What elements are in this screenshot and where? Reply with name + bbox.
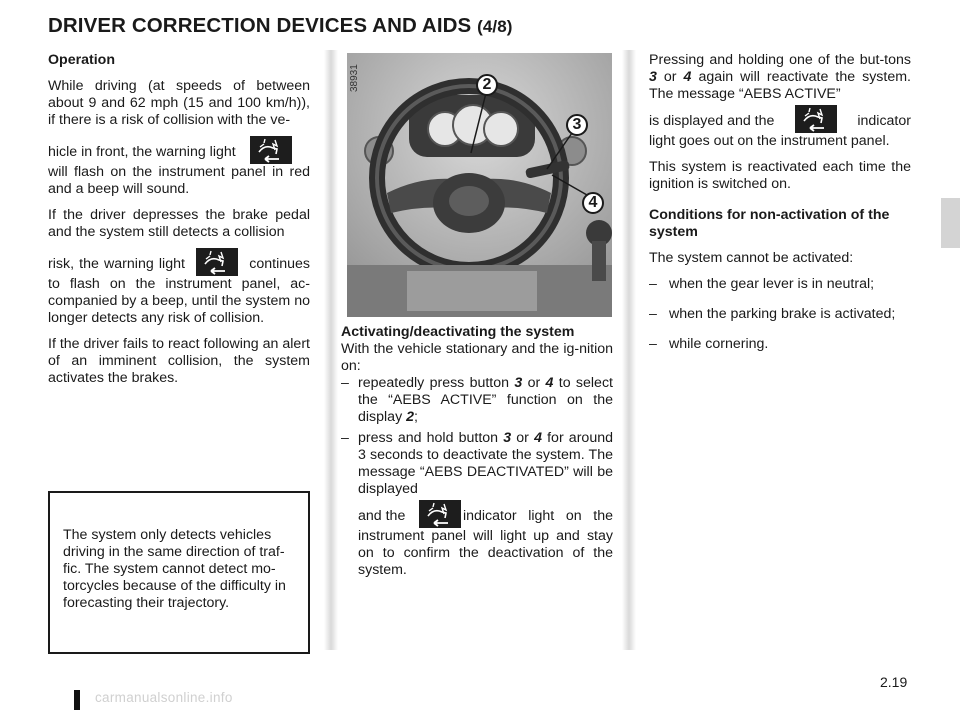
aebs-warning-icon <box>795 105 837 133</box>
text: ; <box>414 409 418 425</box>
display-ref: 2 <box>406 409 415 425</box>
activation-heading: Activating/deactivating the system <box>341 324 575 340</box>
text: will flash on the instrument panel in red and a beep will sound. <box>48 164 310 197</box>
operation-paragraph-1-cont <box>48 136 310 198</box>
text: and the <box>358 508 406 524</box>
callout-2: 2 <box>476 74 498 96</box>
figure-id: 38931 <box>349 64 360 92</box>
activation-intro: With the vehicle stationary and the ig-nition on: <box>341 341 613 374</box>
non-activation-heading: Conditions for non-activation of the system <box>649 207 890 240</box>
operation-paragraph-2 <box>48 207 310 241</box>
text: or <box>516 430 529 446</box>
text: indicator light on the instrument panel will light up and stay on to confirm the deactivation of the system. <box>358 508 613 578</box>
aebs-warning-icon <box>196 248 238 276</box>
button-ref: 3 <box>514 375 523 391</box>
page-indicator: (4/8) <box>477 17 513 36</box>
text: continues to flash on the instrument panel, ac-companied by a beep, until the system no longer detects any risk of collision. <box>48 256 310 326</box>
callout-4: 4 <box>582 192 604 214</box>
aebs-warning-icon <box>419 500 461 528</box>
note-text: The system only detects vehicles driving in the same direction of traf-fic. The system cannot detect mo-torcycles because of the difficulty in forecasting their trajectory. <box>63 527 286 611</box>
ignition-paragraph: This system is reactivated each time the ignition is switched on. <box>649 159 911 192</box>
column-divider <box>622 50 636 650</box>
middle-column <box>341 324 613 583</box>
title-text: DRIVER CORRECTION DEVICES AND AIDS <box>48 14 472 37</box>
section-tab <box>941 198 960 248</box>
note-box <box>48 491 310 654</box>
text: repeatedly press button <box>358 375 510 391</box>
button-ref: 4 <box>534 430 542 446</box>
list-item: – while cornering. <box>649 336 911 353</box>
callout-3: 3 <box>566 114 588 136</box>
page-number: 2.19 <box>880 674 908 690</box>
list-item <box>341 375 613 426</box>
button-ref: 3 <box>503 430 512 446</box>
list-item: – when the parking brake is activated; <box>649 306 911 323</box>
activation-steps <box>341 375 613 579</box>
list-item: – when the gear lever is in neutral; <box>649 276 911 293</box>
text: to select the “AEBS ACTIVE” function on the display <box>358 375 613 425</box>
text: risk, the warning light <box>48 256 185 272</box>
text: or <box>663 69 677 85</box>
button-ref: 4 <box>683 69 692 85</box>
reactivate-paragraph <box>649 52 911 150</box>
text: for around 3 seconds to deactivate the system. The message “AEBS DEACTIVATED” will be displayed <box>358 430 613 497</box>
text: again will reactivate the system. The message “AEBS ACTIVE” <box>649 69 911 102</box>
aebs-warning-icon <box>250 136 292 164</box>
text: is displayed and the <box>649 113 775 129</box>
text: If the driver depresses the brake pedal and the system still detects a collision <box>48 207 310 240</box>
non-activation-list <box>649 276 911 353</box>
non-activation-intro: The system cannot be activated: <box>649 250 854 266</box>
text: hicle in front, the warning light <box>48 144 236 160</box>
text: press and hold button <box>358 430 499 446</box>
watermark: carmanualsonline.info <box>95 690 233 705</box>
text: or <box>527 375 541 391</box>
button-ref: 4 <box>545 375 554 391</box>
button-ref: 3 <box>649 69 657 85</box>
edge-mark <box>74 690 80 710</box>
operation-paragraph-1 <box>48 78 310 129</box>
column-divider <box>324 50 338 650</box>
text: indicator light goes out on the instrument panel. <box>649 113 911 149</box>
list-item <box>341 430 613 579</box>
operation-paragraph-3: If the driver fails to react following an alert of an imminent collision, the system activates the brakes. <box>48 336 310 386</box>
text: Pressing and holding one of the but-tons <box>649 52 911 68</box>
operation-heading: Operation <box>48 52 116 68</box>
right-column <box>649 52 911 366</box>
left-column <box>48 52 310 396</box>
operation-paragraph-2-cont <box>48 248 310 327</box>
page-title <box>48 14 513 38</box>
text: While driving (at speeds of between about 9 and 62 mph (15 and 100 km/h)), if there is a risk of collision with the ve- <box>48 78 310 128</box>
